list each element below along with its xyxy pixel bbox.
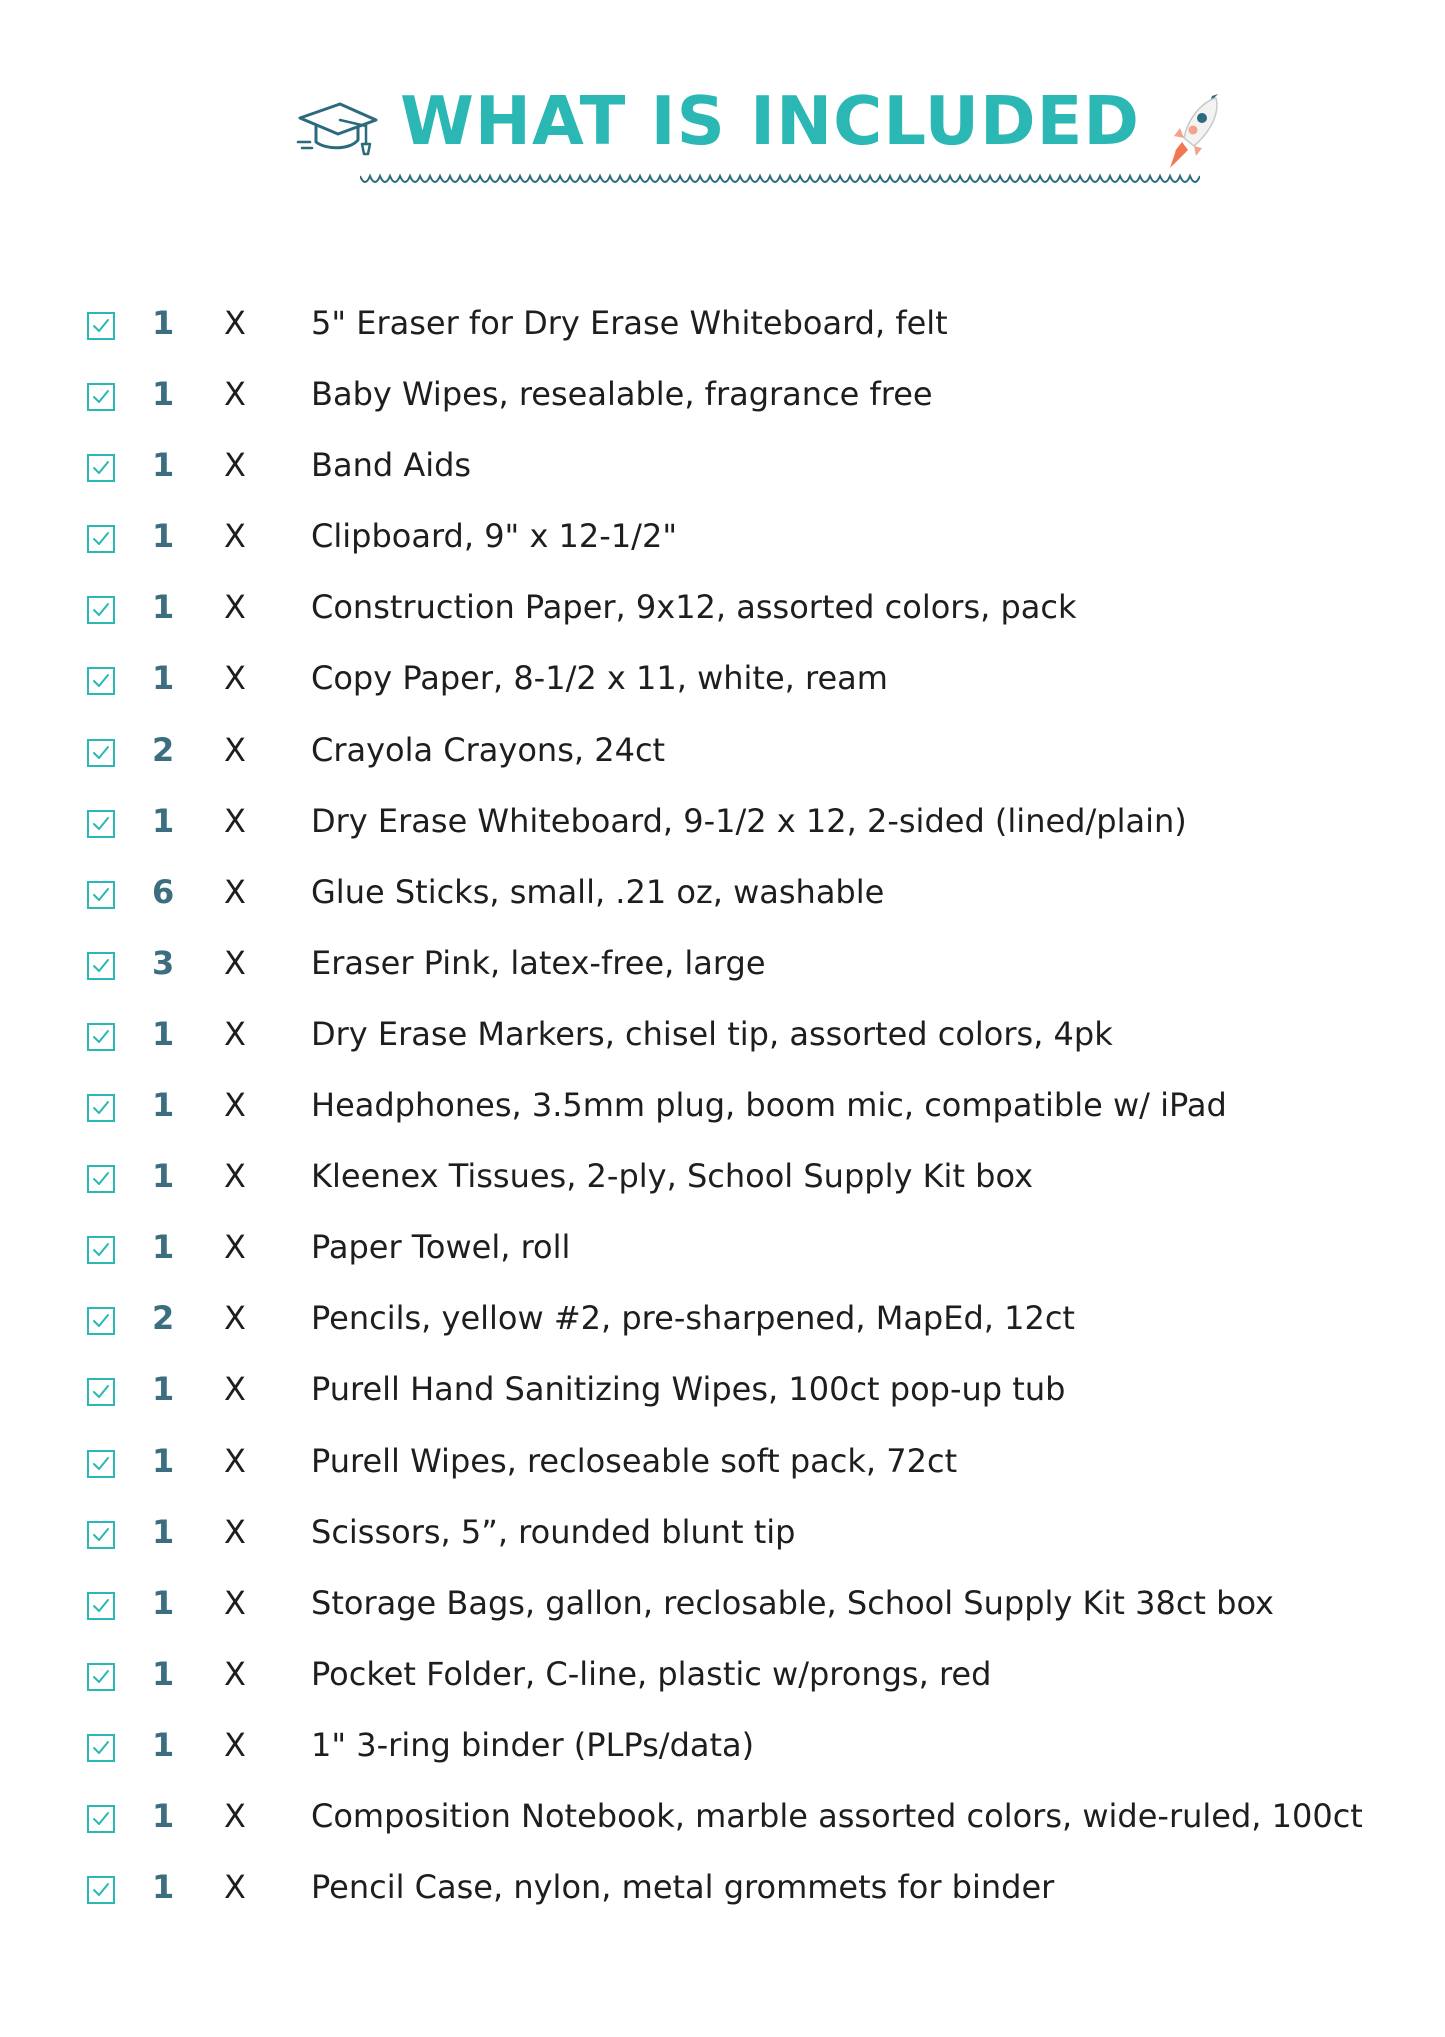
multiplier-sign: X (224, 1441, 246, 1480)
item-description: Construction Paper, 9x12, assorted colors, pack (311, 588, 1077, 627)
rocket-icon (1158, 90, 1226, 174)
item-quantity: 1 (152, 1583, 175, 1622)
item-quantity: 1 (152, 304, 175, 342)
multiplier-sign: X (224, 1014, 246, 1053)
list-item (0, 724, 1445, 795)
checkbox-checked-icon[interactable] (86, 1733, 116, 1763)
multiplier-sign: X (224, 943, 246, 982)
supply-list (0, 297, 1445, 1932)
item-quantity: 1 (152, 1868, 175, 1907)
list-item (0, 795, 1445, 866)
checkbox-checked-icon[interactable] (86, 666, 116, 696)
item-description: Dry Erase Markers, chisel tip, assorted colors, 4pk (311, 1014, 1113, 1053)
multiplier-sign: X (224, 801, 246, 840)
item-quantity: 3 (152, 943, 175, 982)
item-quantity: 1 (152, 1157, 175, 1196)
multiplier-sign: X (224, 1725, 246, 1764)
item-description: Paper Towel, roll (311, 1228, 571, 1267)
list-item (0, 1221, 1445, 1292)
item-description: Dry Erase Whiteboard, 9-1/2 x 12, 2-sided (lined/plain) (311, 801, 1187, 840)
list-item (0, 297, 1445, 368)
checkbox-checked-icon[interactable] (86, 1520, 116, 1550)
item-quantity: 6 (152, 872, 175, 911)
item-quantity: 1 (152, 446, 175, 485)
wave-divider (360, 168, 1200, 192)
item-description: Headphones, 3.5mm plug, boom mic, compatible w/ iPad (311, 1086, 1227, 1125)
checkbox-checked-icon[interactable] (86, 382, 116, 412)
item-quantity: 1 (152, 801, 175, 840)
checkbox-checked-icon[interactable] (86, 809, 116, 839)
multiplier-sign: X (224, 517, 246, 556)
multiplier-sign: X (224, 588, 246, 627)
list-item (0, 1577, 1445, 1648)
list-item (0, 1861, 1445, 1932)
page-title: WHAT IS INCLUDED (400, 82, 1141, 160)
multiplier-sign: X (224, 304, 246, 342)
multiplier-sign: X (224, 1228, 246, 1267)
list-item (0, 1079, 1445, 1150)
item-description: Baby Wipes, resealable, fragrance free (311, 375, 933, 414)
list-item (0, 1719, 1445, 1790)
checkbox-checked-icon[interactable] (86, 1022, 116, 1052)
checkbox-checked-icon[interactable] (86, 1306, 116, 1336)
item-quantity: 1 (152, 1014, 175, 1053)
list-item (0, 1008, 1445, 1079)
list-item (0, 652, 1445, 723)
item-description: Band Aids (311, 446, 472, 485)
list-item (0, 368, 1445, 439)
item-quantity: 1 (152, 1086, 175, 1125)
item-description: Glue Sticks, small, .21 oz, washable (311, 872, 885, 911)
item-description: Pocket Folder, C-line, plastic w/prongs, red (311, 1654, 992, 1693)
item-quantity: 1 (152, 1512, 175, 1551)
list-item (0, 1292, 1445, 1363)
list-item (0, 1150, 1445, 1221)
item-description: Clipboard, 9" x 12-1/2" (311, 517, 678, 556)
item-description: Pencils, yellow #2, pre-sharpened, MapEd, 12ct (311, 1299, 1075, 1338)
checkbox-checked-icon[interactable] (86, 1804, 116, 1834)
checkbox-checked-icon[interactable] (86, 1662, 116, 1692)
item-description: 1" 3-ring binder (PLPs/data) (311, 1725, 755, 1764)
checkbox-checked-icon[interactable] (86, 311, 116, 341)
item-description: 5" Eraser for Dry Erase Whiteboard, felt (311, 304, 948, 342)
multiplier-sign: X (224, 1370, 246, 1409)
item-quantity: 1 (152, 1796, 175, 1835)
graduation-cap-icon (296, 96, 378, 158)
checkbox-checked-icon[interactable] (86, 880, 116, 910)
multiplier-sign: X (224, 446, 246, 485)
item-quantity: 1 (152, 1725, 175, 1764)
checkbox-checked-icon[interactable] (86, 1591, 116, 1621)
item-description: Eraser Pink, latex-free, large (311, 943, 766, 982)
checkbox-checked-icon[interactable] (86, 595, 116, 625)
item-quantity: 1 (152, 588, 175, 627)
multiplier-sign: X (224, 730, 246, 769)
checkbox-checked-icon[interactable] (86, 1875, 116, 1905)
item-quantity: 1 (152, 1228, 175, 1267)
multiplier-sign: X (224, 1086, 246, 1125)
checkbox-checked-icon[interactable] (86, 1164, 116, 1194)
list-item (0, 1435, 1445, 1506)
checkbox-checked-icon[interactable] (86, 1449, 116, 1479)
item-quantity: 1 (152, 1370, 175, 1409)
multiplier-sign: X (224, 872, 246, 911)
list-item (0, 1506, 1445, 1577)
list-item (0, 510, 1445, 581)
item-description: Purell Wipes, recloseable soft pack, 72ct (311, 1441, 958, 1480)
checkbox-checked-icon[interactable] (86, 738, 116, 768)
multiplier-sign: X (224, 659, 246, 698)
item-quantity: 2 (152, 1299, 175, 1338)
item-quantity: 1 (152, 1441, 175, 1480)
list-item (0, 439, 1445, 510)
multiplier-sign: X (224, 375, 246, 414)
multiplier-sign: X (224, 1157, 246, 1196)
list-item (0, 937, 1445, 1008)
list-item (0, 1790, 1445, 1861)
page-header (0, 60, 1445, 210)
item-description: Purell Hand Sanitizing Wipes, 100ct pop-up tub (311, 1370, 1066, 1409)
multiplier-sign: X (224, 1654, 246, 1693)
multiplier-sign: X (224, 1299, 246, 1338)
multiplier-sign: X (224, 1583, 246, 1622)
item-quantity: 1 (152, 375, 175, 414)
checkbox-checked-icon[interactable] (86, 524, 116, 554)
checkbox-checked-icon[interactable] (86, 1377, 116, 1407)
item-quantity: 1 (152, 659, 175, 698)
item-description: Scissors, 5”, rounded blunt tip (311, 1512, 796, 1551)
item-quantity: 1 (152, 517, 175, 556)
item-description: Crayola Crayons, 24ct (311, 730, 666, 769)
multiplier-sign: X (224, 1868, 246, 1907)
item-quantity: 1 (152, 1654, 175, 1693)
item-quantity: 2 (152, 730, 175, 769)
item-description: Copy Paper, 8-1/2 x 11, white, ream (311, 659, 888, 698)
list-item (0, 1363, 1445, 1434)
checkbox-checked-icon[interactable] (86, 1235, 116, 1265)
checkbox-checked-icon[interactable] (86, 1093, 116, 1123)
list-item (0, 581, 1445, 652)
item-description: Composition Notebook, marble assorted colors, wide-ruled, 100ct (311, 1796, 1363, 1835)
multiplier-sign: X (224, 1512, 246, 1551)
item-description: Storage Bags, gallon, reclosable, School Supply Kit 38ct box (311, 1583, 1274, 1622)
checkbox-checked-icon[interactable] (86, 951, 116, 981)
multiplier-sign: X (224, 1796, 246, 1835)
checkbox-checked-icon[interactable] (86, 453, 116, 483)
item-description: Pencil Case, nylon, metal grommets for binder (311, 1868, 1055, 1907)
item-description: Kleenex Tissues, 2-ply, School Supply Kit box (311, 1157, 1033, 1196)
list-item (0, 866, 1445, 937)
list-item (0, 1648, 1445, 1719)
